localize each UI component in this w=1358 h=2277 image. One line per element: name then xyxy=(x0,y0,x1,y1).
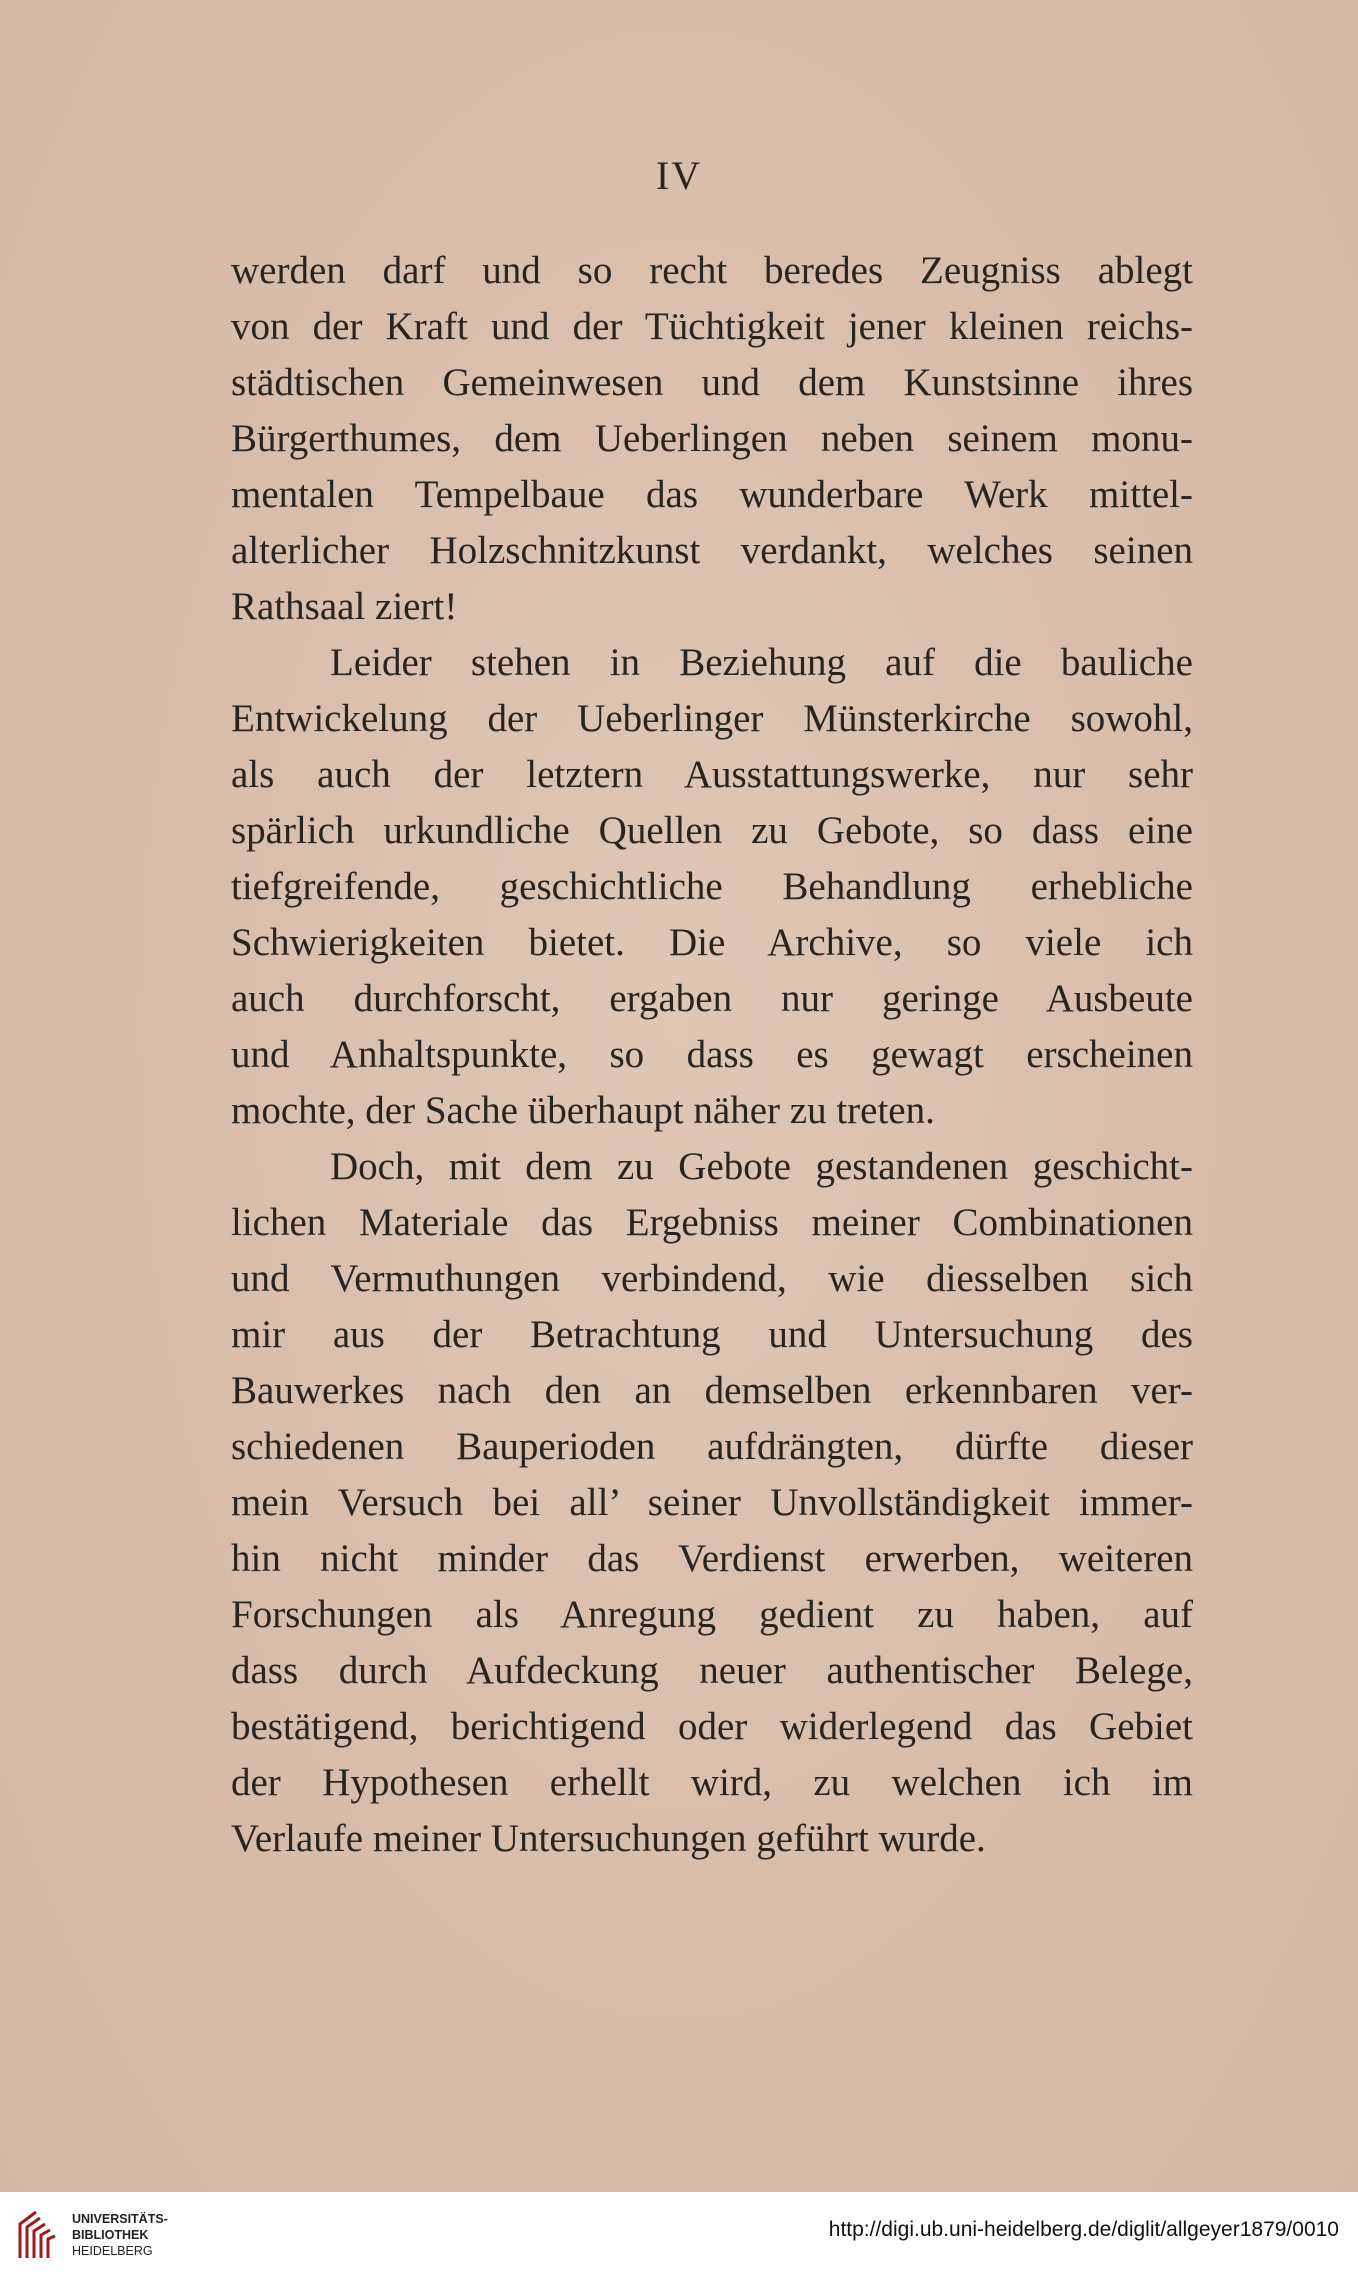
text-line: mir aus der Betrachtung und Untersuchung des xyxy=(231,1313,1193,1356)
text-line: mein Versuch bei all’ seiner Unvollständigkeit immer- xyxy=(231,1481,1193,1524)
source-url-link[interactable]: http://digi.ub.uni-heidelberg.de/diglit/allgeyer1879/0010 xyxy=(828,2218,1339,2241)
text-line: Forschungen als Anregung gedient zu haben, auf xyxy=(231,1593,1193,1636)
text-line: hin nicht minder das Verdienst erwerben, weiteren xyxy=(231,1537,1193,1580)
page-number: IV xyxy=(655,153,703,198)
text-line: schiedenen Bauperioden aufdrängten, dürfte dieser xyxy=(231,1425,1193,1468)
library-name xyxy=(72,2211,168,2259)
text-line: bestätigend, berichtigend oder widerlegend das Gebiet xyxy=(231,1705,1193,1748)
text-line: mentalen Tempelbaue das wunderbare Werk mittel- xyxy=(231,473,1193,516)
text-line: Bauwerkes nach den an demselben erkennbaren ver- xyxy=(231,1369,1193,1412)
text-line: Leider stehen in Beziehung auf die bauliche xyxy=(330,641,1193,684)
text-line: und Anhaltspunkte, so dass es gewagt erscheinen xyxy=(231,1033,1193,1076)
text-line: Entwickelung der Ueberlinger Münsterkirche sowohl, xyxy=(231,697,1193,740)
library-logo-icon xyxy=(14,2206,60,2262)
text-line: Verlaufe meiner Untersuchungen geführt wurde. xyxy=(231,1817,986,1860)
text-line: der Hypothesen erhellt wird, zu welchen ich im xyxy=(231,1761,1193,1804)
text-line: lichen Materiale das Ergebniss meiner Combinationen xyxy=(231,1201,1193,1244)
text-line: städtischen Gemeinwesen und dem Kunstsinne ihres xyxy=(231,361,1193,404)
footer-bar xyxy=(0,2192,1358,2277)
text-line: mochte, der Sache überhaupt näher zu treten. xyxy=(231,1089,935,1132)
text-line: und Vermuthungen verbindend, wie diesselben sich xyxy=(231,1257,1193,1300)
body-text xyxy=(231,243,1193,1867)
library-name-line2: BIBLIOTHEK xyxy=(72,2228,149,2242)
text-line: Schwierigkeiten bietet. Die Archive, so viele ich xyxy=(231,921,1193,964)
text-line: Rathsaal ziert! xyxy=(231,585,458,628)
library-name-line1: UNIVERSITÄTS- xyxy=(72,2212,168,2226)
text-line: als auch der letztern Ausstattungswerke, nur sehr xyxy=(231,753,1193,796)
text-line: dass durch Aufdeckung neuer authentischer Belege, xyxy=(231,1649,1193,1692)
text-line: alterlicher Holzschnitzkunst verdankt, welches seinen xyxy=(231,529,1193,572)
text-line: von der Kraft und der Tüchtigkeit jener kleinen reichs- xyxy=(231,305,1193,348)
text-line: Bürgerthumes, dem Ueberlingen neben seinem monu- xyxy=(231,417,1193,460)
text-line: spärlich urkundliche Quellen zu Gebote, so dass eine xyxy=(231,809,1193,852)
text-line: werden darf und so recht beredes Zeugniss ablegt xyxy=(231,249,1193,292)
text-line: Doch, mit dem zu Gebote gestandenen geschicht- xyxy=(330,1145,1193,1188)
text-line: tiefgreifende, geschichtliche Behandlung erhebliche xyxy=(231,865,1193,908)
text-line: auch durchforscht, ergaben nur geringe Ausbeute xyxy=(231,977,1193,1020)
library-name-line3: HEIDELBERG xyxy=(72,2244,153,2258)
